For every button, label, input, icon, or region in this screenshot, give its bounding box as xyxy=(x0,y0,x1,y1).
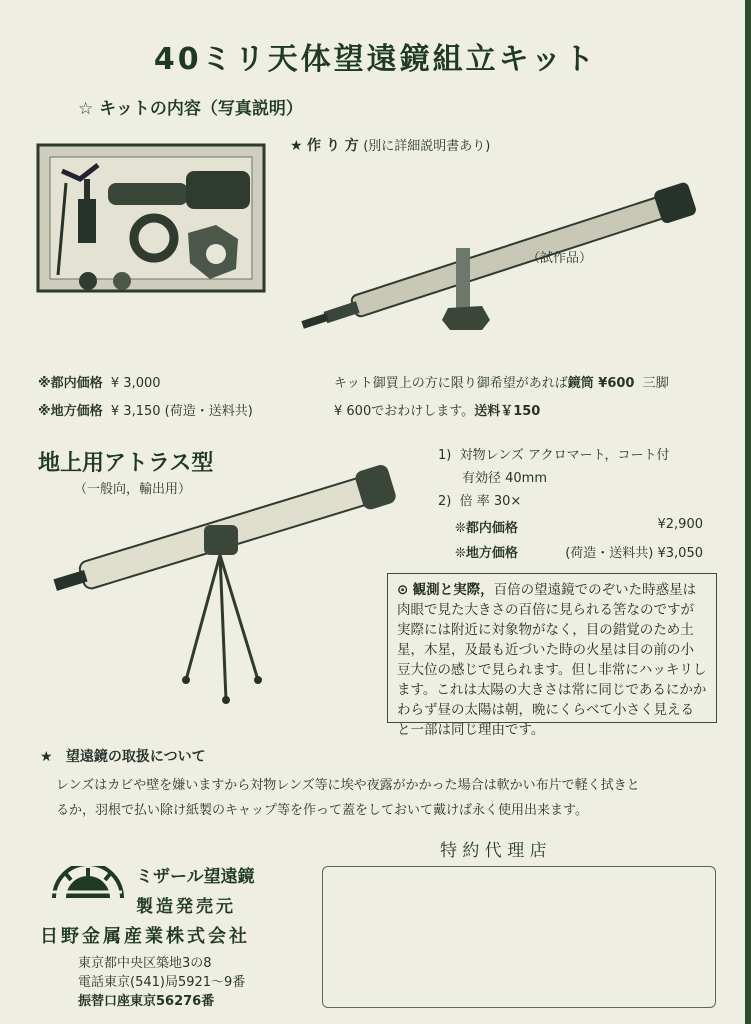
extras-text-2: ¥ 600でおわけします。 xyxy=(334,404,475,419)
atlas-local-label: ❊地方価格 xyxy=(455,546,518,561)
local-price-label: ※地方価格 xyxy=(38,404,103,419)
extras-text-1: キット御買上の方に限り御希望があれば xyxy=(334,376,568,391)
maker-address: 東京都中央区築地3の8 xyxy=(78,956,212,971)
spec2-text: 倍 率 30× xyxy=(459,494,522,509)
atlas-local-price xyxy=(455,542,703,561)
atlas-city-label: ❊都内価格 xyxy=(455,521,518,536)
star-icon: ★ xyxy=(290,138,303,154)
city-price-value: ¥ 3,000 xyxy=(110,376,161,391)
extras-tube-price: 鏡筒 ¥600 xyxy=(567,376,635,391)
observation-lead: 観測と実際， xyxy=(412,582,494,598)
howto-label: 作 り 方 xyxy=(307,138,359,154)
extras-line-2 xyxy=(334,400,540,419)
maker-phone: 電話東京(541)局5921〜9番 xyxy=(78,975,246,990)
atlas-city-price xyxy=(455,517,703,536)
kit-local-price xyxy=(38,400,253,419)
prototype-telescope-illustration xyxy=(286,170,706,340)
agent-heading: 特 約 代 理 店 xyxy=(440,841,547,861)
handling-heading xyxy=(40,746,206,766)
howto-note: (別に詳細説明書あり) xyxy=(363,139,491,154)
mizar-logo-icon xyxy=(48,866,128,900)
city-price-label: ※都内価格 xyxy=(38,376,103,391)
prototype-caption: （試作品） xyxy=(527,251,593,266)
star-outline-icon: ☆ xyxy=(78,99,94,119)
howto-heading xyxy=(290,135,490,155)
page-title: 40ミリ天体望遠鏡組立キット xyxy=(153,42,598,77)
atlas-specs xyxy=(438,444,669,513)
local-price-value: ¥ 3,150 (荷造・送料共) xyxy=(110,404,253,419)
extras-tripod: 三脚 xyxy=(642,376,669,391)
handling-line-1: レンズはカビや壁を嫌いますから対物レンズ等に埃や夜露がかかった場合は軟かい布片で軽く拭きと xyxy=(56,778,640,793)
extras-line-1 xyxy=(334,372,729,391)
spec1-text: 対物レンズ アクロマート，コート付 xyxy=(459,448,670,463)
maker-brand: ミザール望遠鏡 xyxy=(136,867,255,887)
atlas-city-value: ¥2,900 xyxy=(657,517,703,532)
kit-contents-heading xyxy=(78,94,303,119)
spec1-aperture: 有効径 40mm xyxy=(462,471,548,486)
observation-note xyxy=(387,573,717,738)
observation-text: 百倍の望遠鏡でのぞいた時惑星は肉眼で見た大きさの百倍に見られる筈なのですが実際には附近に対象物がなく，目の錯覚のため土星，木星，及最も近づいた時の火星は目の前の小豆大位の感じで見られます。但し非常にハッキリします。これは太陽の大きさは常に同じであるにかかわらず昼の太陽は朝，晩にくらべて小さく見えると一部は同じ理由です。 xyxy=(397,582,707,738)
kit-box-photo xyxy=(36,143,266,293)
kit-box-illustration xyxy=(36,143,266,293)
maker-company: 日野金属産業株式会社 xyxy=(40,926,250,947)
atlas-local-value: (荷造・送料共) ¥3,050 xyxy=(565,546,703,561)
handling-line-2: るか，羽根で払い除け紙製のキャップ等を作って蓋をしておいて戴けば永く使用出来ます。 xyxy=(56,803,588,818)
atlas-heading: 地上用アトラス型 xyxy=(38,451,214,476)
extras-shipping: 送料￥150 xyxy=(474,404,541,419)
page-edge xyxy=(745,0,751,1024)
kit-contents-label: キットの内容（写真説明） xyxy=(99,99,303,119)
kit-city-price xyxy=(38,372,161,391)
handling-label: 望遠鏡の取扱について xyxy=(65,749,206,765)
spec2-number: 2) xyxy=(438,494,452,509)
spec1-number: 1) xyxy=(438,448,452,463)
atlas-telescope-photo xyxy=(36,455,409,705)
star-icon-2: ★ xyxy=(40,749,53,765)
maker-role: 製造発売元 xyxy=(136,897,236,917)
agent-stamp-box xyxy=(322,866,716,1008)
atlas-telescope-illustration xyxy=(36,455,409,705)
atlas-subheading: （一般向，輸出用） xyxy=(74,482,192,497)
maker-account: 振替口座東京56276番 xyxy=(78,994,215,1009)
sun-icon: ⊙ xyxy=(397,582,409,598)
prototype-telescope-photo xyxy=(286,170,706,340)
